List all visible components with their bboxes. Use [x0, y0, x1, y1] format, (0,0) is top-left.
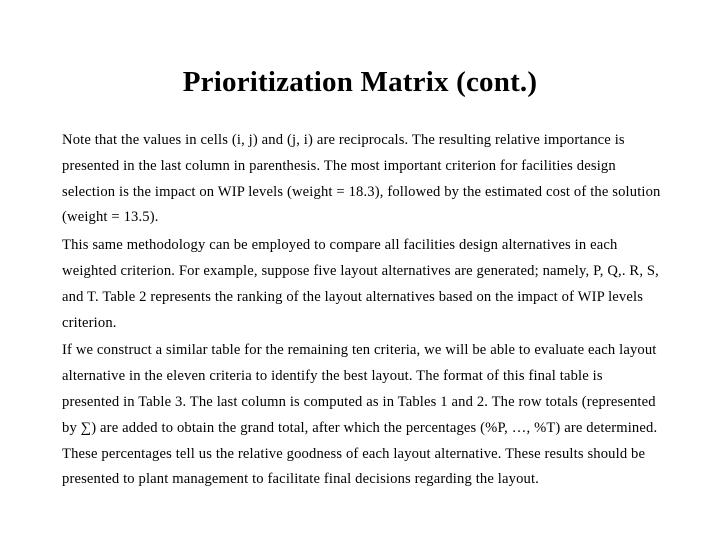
- paragraph-reciprocals: Note that the values in cells (i, j) and (j, i) are reciprocals. The resulting relative importance is presented in the last column in parenthesis. The most important criterion for facilities design selection is the impact on WIP levels (weight = 18.3), followed by the estimated cost of the solution (weight = 13.5).: [62, 132, 661, 226]
- slide-title: Prioritization Matrix (cont.): [182, 66, 538, 98]
- paragraph-final-table: If we construct a similar table for the remaining ten criteria, we will be able to evaluate each layout alternative in the eleven criteria to identify the best layout. The format of this final table is presented in Table 3. The last column is computed as in Tables 1 and 2. The row totals (represented by ∑) are added to obtain the grand total, after which the percentages (%P, …, %T) are determined. These percentages tell us the relative goodness of each layout alternative. These results should be presented to plant management to facilitate final decisions regarding the layout.: [62, 342, 658, 488]
- slide-body: [62, 128, 662, 495]
- paragraph-methodology: This same methodology can be employed to compare all facilities design alternatives in each weighted criterion. For example, suppose five layout alternatives are generated; namely, P, Q,. R, S, and T. Table 2 represents the ranking of the layout alternatives based on the impact of WIP levels criterion.: [62, 237, 659, 331]
